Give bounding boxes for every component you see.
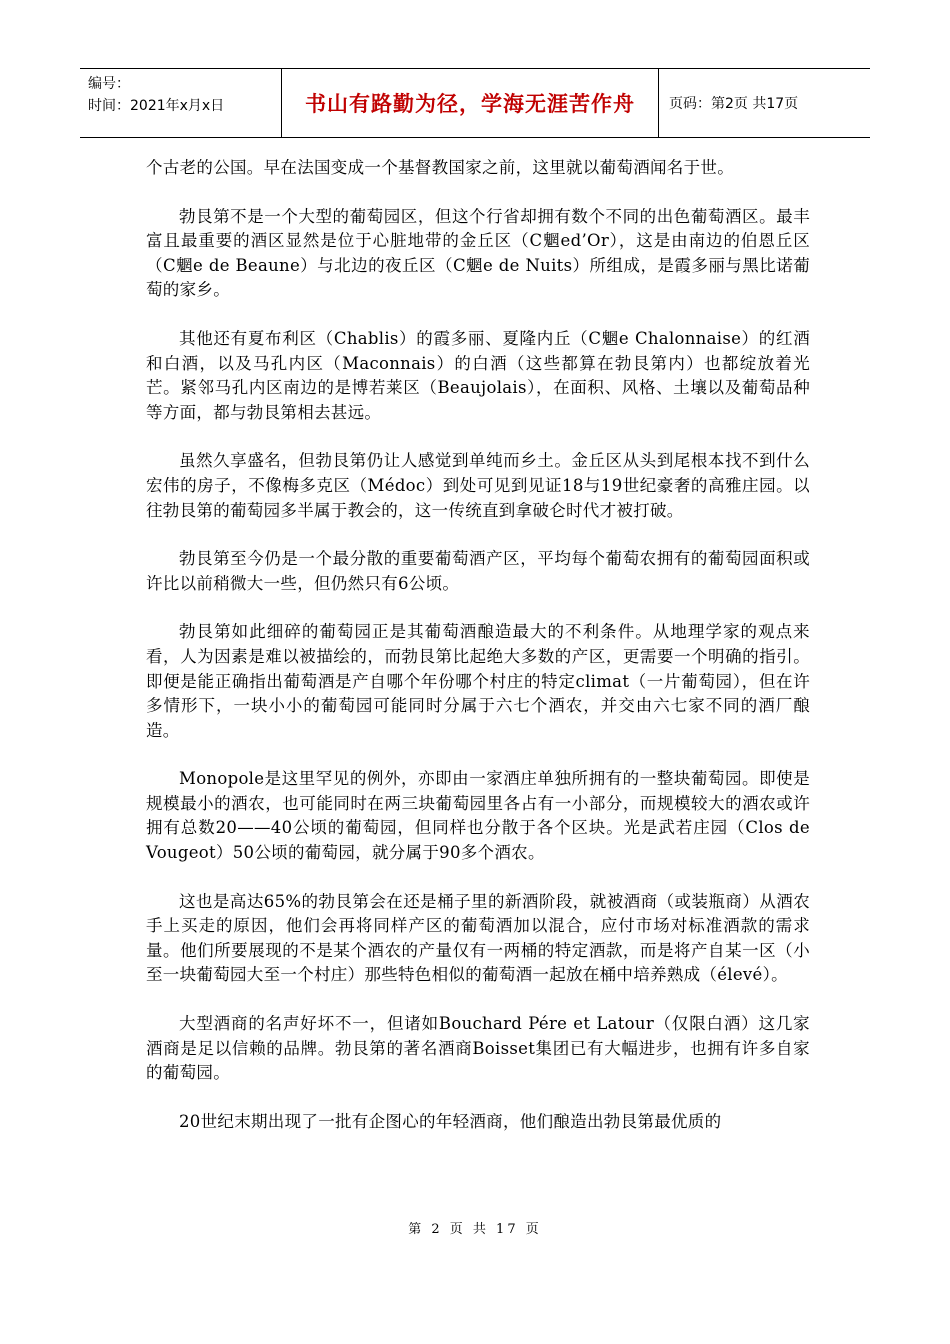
page-footer [0, 1218, 950, 1237]
header-page-number: 页码：第2页 共17页 [669, 96, 799, 112]
paragraph: 勃艮第至今仍是一个最分散的重要葡萄酒产区，平均每个葡萄农拥有的葡萄园面积或许比以前稍微大一些，但仍然只有6公顷。 [146, 549, 810, 593]
paragraph: 虽然久享盛名，但勃艮第仍让人感觉到单纯而乡土。金丘区从头到尾根本找不到什么宏伟的房子，不像梅多克区（Médoc）到处可见到见证18与19世纪豪奢的高雅庄园。以往勃艮第的葡萄园多半属于教会的，这一传统直到拿破仑时代才被打破。 [146, 451, 810, 520]
document-body [146, 156, 810, 1158]
document-number-label: 编号： [88, 76, 130, 92]
paragraph: 大型酒商的名声好坏不一，但诸如Bouchard Pére et Latour（仅限白酒）这几家酒商是足以信赖的品牌。勃艮第的著名酒商Boisset集团已有大幅进步，也拥有许多自家的葡萄园。 [146, 1014, 810, 1083]
paragraph: 勃艮第如此细碎的葡萄园正是其葡萄酒酿造最大的不利条件。从地理学家的观点来看，人为因素是难以被描绘的，而勃艮第比起绝大多数的产区，更需要一个明确的指引。即便是能正确指出葡萄酒是产自哪个年份哪个村庄的特定climat（一片葡萄园），但在许多情形下，一块小小的葡萄园可能同时分属于六七个酒农，并交由六七家不同的酒厂酿造。 [146, 622, 810, 740]
footer-page-number: 第 2 页 共 17 页 [408, 1222, 542, 1237]
header-motto: 书山有路勤为径，学海无涯苦作舟 [282, 69, 659, 137]
document-date-label: 时间：2021年x月x日 [88, 98, 225, 114]
header-info-cell [80, 69, 282, 137]
paragraph: 这也是高达65%的勃艮第会在还是桶子里的新酒阶段，就被酒商（或装瓶商）从酒农手上买走的原因，他们会再将同样产区的葡萄酒加以混合，应付市场对标准酒款的需求量。他们所要展现的不是某个酒农的产量仅有一两桶的特定酒款，而是将产自某一区（小至一块葡萄园大至一个村庄）那些特色相似的葡萄酒一起放在桶中培养熟成（élevé）。 [146, 891, 810, 985]
paragraph: 个古老的公国。早在法国变成一个基督教国家之前，这里就以葡萄酒闻名于世。 [146, 158, 734, 177]
paragraph: Monopole是这里罕见的例外，亦即由一家酒庄单独所拥有的一整块葡萄园。即使是规模最小的酒农，也可能同时在两三块葡萄园里各占有一小部分，而规模较大的酒农或许拥有总数20——40公顷的葡萄园，但同样也分散于各个区块。光是武若庄园（Clos de Vougeot）50公顷的葡萄园，就分属于90多个酒农。 [146, 769, 810, 863]
document-header [80, 68, 870, 138]
paragraph: 其他还有夏布利区（Chablis）的霞多丽、夏隆内丘（C魍e Chalonnaise）的红酒和白酒，以及马孔内区（Maconnais）的白酒（这些都算在勃艮第内）也都绽放着光芒。紧邻马孔内区南边的是博若莱区（Beaujolais），在面积、风格、土壤以及葡萄品种等方面，都与勃艮第相去甚远。 [146, 328, 810, 422]
paragraph: 20世纪末期出现了一批有企图心的年轻酒商，他们酿造出勃艮第最优质的 [179, 1111, 722, 1131]
paragraph: 勃艮第不是一个大型的葡萄园区，但这个行省却拥有数个不同的出色葡萄酒区。最丰富且最重要的酒区显然是位于心脏地带的金丘区（C魍ed’Or），这是由南边的伯恩丘区（C魍e de Beaune）与北边的夜丘区（C魍e de Nuits）所组成，是霞多丽与黑比诺葡萄的家乡。 [146, 206, 810, 300]
